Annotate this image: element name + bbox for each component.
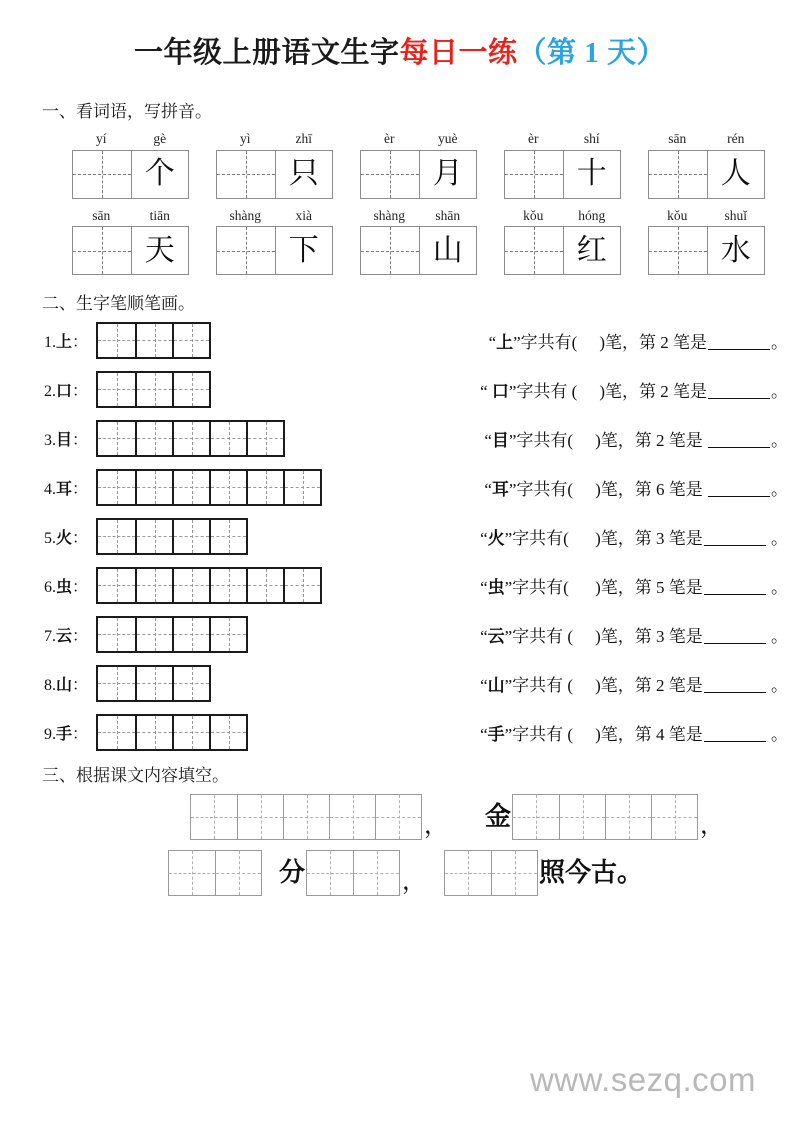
tianzige-character-cell: 十	[563, 151, 621, 198]
pinyin-syllable-2: zhī	[295, 130, 312, 146]
stroke-practice-cell[interactable]	[172, 618, 209, 651]
stroke-practice-cell[interactable]	[98, 422, 135, 455]
stroke-question-text	[480, 377, 800, 402]
pinyin-syllable-1: èr	[528, 130, 539, 146]
pinyin-row	[72, 132, 800, 199]
pinyin-labels	[72, 132, 189, 150]
stroke-practice-cell[interactable]	[98, 667, 135, 700]
fill-answer-cell[interactable]	[513, 795, 559, 839]
question-text-a: 字共有 (	[516, 381, 578, 401]
quote-open: “	[484, 430, 492, 450]
stroke-order-row	[44, 369, 800, 409]
pinyin-syllable-1: shàng	[229, 207, 261, 223]
stroke-practice-cell[interactable]	[209, 716, 246, 749]
question-text-b: )笔，第 2 笔是	[599, 332, 707, 352]
quote-close: ”	[504, 528, 513, 548]
quote-open: “	[488, 332, 497, 352]
pinyin-word-unit	[216, 132, 333, 199]
stroke-answer-blank[interactable]	[704, 643, 766, 644]
stroke-order-row	[44, 467, 800, 507]
stroke-practice-cell[interactable]	[98, 373, 135, 406]
tianzige-box[interactable]	[360, 150, 477, 199]
fill-answer-cell[interactable]	[605, 795, 651, 839]
stroke-row-label	[44, 378, 90, 401]
stroke-practice-cell[interactable]	[209, 422, 246, 455]
tianzige-empty-cell[interactable]	[361, 227, 419, 274]
tianzige-box[interactable]	[72, 150, 189, 199]
tianzige-character-cell: 红	[563, 227, 621, 274]
stroke-practice-grid[interactable]	[96, 518, 248, 555]
fill-answer-cell[interactable]	[375, 795, 421, 839]
pinyin-syllable-2: shuǐ	[724, 207, 747, 223]
stroke-practice-cell[interactable]	[172, 471, 209, 504]
site-watermark: www.sezq.com	[529, 1061, 756, 1098]
pinyin-word-unit	[216, 209, 333, 276]
stroke-row-number: 9.	[44, 725, 56, 743]
stroke-order-row	[44, 418, 800, 458]
tianzige-character-cell: 个	[131, 151, 189, 198]
stroke-answer-blank[interactable]	[704, 545, 766, 546]
question-text-a: 字共有(	[512, 577, 569, 597]
question-text-a: 字共有(	[520, 332, 578, 352]
quote-open: “	[480, 626, 488, 646]
fill-answer-cell[interactable]	[307, 851, 353, 895]
stroke-practice-cell[interactable]	[135, 324, 172, 357]
stroke-row-number: 3.	[44, 431, 56, 449]
stroke-row-number: 2.	[44, 382, 56, 400]
fill-answer-cell[interactable]	[329, 795, 375, 839]
question-text-c: 。	[766, 626, 788, 646]
stroke-row-character: 手	[56, 725, 73, 743]
fill-answer-cell[interactable]	[283, 795, 329, 839]
tianzige-empty-cell[interactable]	[361, 151, 419, 198]
stroke-practice-cell[interactable]	[98, 716, 135, 749]
pinyin-word-unit	[360, 209, 477, 276]
stroke-answer-blank[interactable]	[708, 398, 770, 399]
pinyin-syllable-1: èr	[384, 130, 395, 146]
quote-close: ”	[504, 724, 513, 744]
tianzige-box[interactable]	[72, 226, 189, 275]
fill-answer-cell[interactable]	[191, 795, 237, 839]
stroke-practice-cell[interactable]	[135, 520, 172, 553]
quote-open: “	[480, 724, 488, 744]
stroke-row-colon: ：	[72, 480, 89, 498]
stroke-row-character: 目	[56, 431, 73, 449]
stroke-practice-cell[interactable]	[172, 520, 209, 553]
stroke-question-text	[480, 573, 800, 598]
pinyin-exercise-block	[0, 122, 800, 276]
quote-open: “	[480, 528, 488, 548]
fill-answer-cell[interactable]	[237, 795, 283, 839]
quote-open: “	[480, 381, 492, 401]
quoted-character: 耳	[491, 479, 509, 499]
quoted-character: 云	[487, 626, 505, 646]
quoted-character: 手	[487, 724, 505, 744]
stroke-row-colon: ：	[72, 382, 89, 400]
fill-answer-cell[interactable]	[559, 795, 605, 839]
stroke-practice-cell[interactable]	[246, 471, 283, 504]
question-text-c: 。	[771, 332, 788, 352]
fill-punctuation: ，	[402, 869, 427, 896]
stroke-order-list	[0, 314, 800, 752]
stroke-practice-cell[interactable]	[172, 667, 209, 700]
pinyin-syllable-2: shí	[583, 130, 600, 146]
stroke-answer-blank[interactable]	[708, 496, 770, 497]
quote-close: ”	[508, 381, 517, 401]
tianzige-empty-cell[interactable]	[217, 227, 275, 274]
pinyin-labels	[648, 132, 765, 150]
question-text-a: 字共有 (	[512, 626, 574, 646]
stroke-practice-grid[interactable]	[96, 469, 322, 506]
pinyin-labels	[216, 132, 333, 150]
stroke-practice-cell[interactable]	[135, 716, 172, 749]
stroke-row-number: 6.	[44, 578, 56, 596]
stroke-question-text	[484, 426, 800, 451]
stroke-practice-cell[interactable]	[246, 422, 283, 455]
quoted-character: 口	[491, 381, 509, 401]
stroke-row-colon: ：	[72, 725, 89, 743]
question-text-b: )笔，第 2 笔是	[595, 675, 703, 695]
pinyin-labels	[360, 132, 477, 150]
question-text-b: )笔，第 3 笔是	[595, 626, 703, 646]
stroke-row-character: 耳	[56, 480, 73, 498]
tianzige-box[interactable]	[504, 150, 621, 199]
stroke-row-colon: ：	[72, 333, 89, 351]
pinyin-word-unit	[72, 209, 189, 276]
tianzige-character-cell: 水	[707, 227, 765, 274]
pinyin-labels	[504, 132, 621, 150]
stroke-row-character: 上	[56, 333, 73, 351]
stroke-practice-grid[interactable]	[96, 420, 285, 457]
quote-close: ”	[504, 675, 513, 695]
stroke-practice-cell[interactable]	[98, 569, 135, 602]
pinyin-syllable-1: shàng	[373, 207, 405, 223]
quoted-character: 火	[487, 528, 505, 548]
question-text-c: 。	[771, 381, 788, 401]
question-text-c: 。	[771, 479, 788, 499]
quote-close: ”	[504, 626, 513, 646]
stroke-practice-cell[interactable]	[98, 471, 135, 504]
pinyin-word-unit	[648, 209, 765, 276]
tianzige-box[interactable]	[648, 226, 765, 275]
stroke-row-number: 8.	[44, 676, 56, 694]
pinyin-labels	[648, 209, 765, 227]
stroke-row-colon: ：	[72, 529, 89, 547]
stroke-answer-blank[interactable]	[704, 594, 766, 595]
section-one-heading: 一、看词语，写拼音。	[42, 101, 212, 121]
quote-close: ”	[508, 479, 517, 499]
quote-close: ”	[504, 577, 513, 597]
quoted-character: 虫	[487, 577, 505, 597]
pinyin-row	[72, 209, 800, 276]
pinyin-labels	[360, 209, 477, 227]
stroke-practice-cell[interactable]	[135, 569, 172, 602]
stroke-row-label	[44, 574, 90, 597]
quoted-character: 目	[491, 430, 509, 450]
question-text-a: 字共有(	[516, 479, 574, 499]
question-text-c: 。	[771, 430, 788, 450]
question-text-c: 。	[766, 675, 788, 695]
stroke-row-label	[44, 329, 90, 352]
pinyin-syllable-1: sān	[668, 130, 687, 146]
question-text-a: 字共有 (	[512, 724, 574, 744]
stroke-question-text	[480, 524, 800, 549]
tianzige-empty-cell[interactable]	[217, 151, 275, 198]
stroke-practice-grid[interactable]	[96, 371, 211, 408]
stroke-order-row	[44, 614, 800, 654]
pinyin-syllable-2: yuè	[438, 130, 458, 146]
quote-close: ”	[513, 332, 521, 352]
stroke-practice-cell[interactable]	[172, 569, 209, 602]
tianzige-box[interactable]	[216, 226, 333, 275]
stroke-practice-cell[interactable]	[172, 324, 209, 357]
stroke-practice-cell[interactable]	[246, 569, 283, 602]
stroke-row-number: 1.	[44, 333, 56, 351]
pinyin-syllable-2: xià	[295, 207, 312, 223]
stroke-question-text	[480, 720, 800, 745]
question-text-a: 字共有(	[512, 528, 569, 548]
fill-in-block	[0, 786, 800, 896]
pinyin-syllable-2: tiān	[149, 207, 170, 223]
tianzige-empty-cell[interactable]	[73, 151, 131, 198]
stroke-practice-cell[interactable]	[283, 471, 320, 504]
pinyin-labels	[72, 209, 189, 227]
pinyin-syllable-2: hóng	[578, 207, 606, 223]
pinyin-syllable-1: sān	[92, 207, 111, 223]
pinyin-syllable-1: kǒu	[667, 207, 688, 223]
quote-open: “	[484, 479, 492, 499]
quote-open: “	[480, 577, 488, 597]
question-text-b: )笔，第 2 笔是	[599, 381, 707, 401]
question-text-b: )笔，第 6 笔是	[595, 479, 707, 499]
stroke-practice-grid[interactable]	[96, 665, 211, 702]
stroke-practice-cell[interactable]	[172, 716, 209, 749]
fill-answer-cell[interactable]	[215, 851, 261, 895]
stroke-practice-grid[interactable]	[96, 322, 211, 359]
stroke-practice-cell[interactable]	[209, 471, 246, 504]
stroke-row-number: 4.	[44, 480, 56, 498]
title-segment-blue: （第 1 天）	[517, 37, 667, 69]
tianzige-empty-cell[interactable]	[505, 227, 563, 274]
question-text-a: 字共有(	[516, 430, 574, 450]
tianzige-box[interactable]	[648, 150, 765, 199]
stroke-practice-cell[interactable]	[98, 520, 135, 553]
stroke-practice-cell[interactable]	[172, 373, 209, 406]
stroke-row-label	[44, 476, 90, 499]
pinyin-word-unit	[648, 132, 765, 199]
stroke-question-text	[480, 671, 800, 696]
pinyin-syllable-1: yì	[239, 130, 251, 146]
fill-answer-cell[interactable]	[491, 851, 537, 895]
pinyin-syllable-2: shān	[435, 207, 461, 223]
stroke-question-text	[489, 328, 800, 353]
stroke-practice-cell[interactable]	[209, 520, 246, 553]
fill-answer-cell[interactable]	[353, 851, 399, 895]
pinyin-word-unit	[360, 132, 477, 199]
pinyin-syllable-1: kǒu	[523, 207, 544, 223]
fill-boxes-group[interactable]	[306, 850, 400, 896]
stroke-row-character: 火	[56, 529, 73, 547]
stroke-practice-cell[interactable]	[172, 422, 209, 455]
title-segment-red: 每日一练	[399, 37, 518, 69]
tianzige-character-cell: 月	[419, 151, 477, 198]
pinyin-syllable-2: gè	[153, 130, 167, 146]
quote-close: ”	[508, 430, 517, 450]
fill-given-character: 金	[485, 802, 512, 832]
question-text-b: )笔，第 4 笔是	[595, 724, 703, 744]
tianzige-character-cell: 只	[275, 151, 333, 198]
stroke-row-colon: ：	[72, 578, 89, 596]
pinyin-labels	[504, 209, 621, 227]
quote-open: “	[480, 675, 488, 695]
stroke-row-label	[44, 672, 90, 695]
question-text-c: 。	[766, 724, 788, 744]
pinyin-syllable-1: yí	[95, 130, 107, 146]
question-text-b: )笔，第 5 笔是	[590, 577, 703, 597]
fill-tail-text: 照今古。	[539, 858, 644, 888]
tianzige-character-cell: 下	[275, 227, 333, 274]
quoted-character: 上	[496, 332, 514, 352]
question-text-c: 。	[766, 577, 788, 597]
tianzige-empty-cell[interactable]	[649, 227, 707, 274]
stroke-row-number: 7.	[44, 627, 56, 645]
stroke-practice-cell[interactable]	[98, 618, 135, 651]
stroke-answer-blank[interactable]	[708, 349, 770, 350]
stroke-practice-cell[interactable]	[98, 324, 135, 357]
tianzige-box[interactable]	[504, 226, 621, 275]
stroke-row-character: 山	[56, 676, 73, 694]
section-two-heading: 二、生字笔顺笔画。	[42, 294, 195, 314]
question-text-c: 。	[766, 528, 788, 548]
stroke-row-character: 虫	[56, 578, 73, 596]
stroke-row-label	[44, 427, 90, 450]
pinyin-word-unit	[72, 132, 189, 199]
tianzige-character-cell: 山	[419, 227, 477, 274]
question-text-b: )笔，第 3 笔是	[590, 528, 703, 548]
stroke-practice-grid[interactable]	[96, 714, 248, 751]
stroke-row-colon: ：	[72, 676, 89, 694]
stroke-row-colon: ：	[72, 431, 89, 449]
page-title	[0, 0, 800, 71]
stroke-order-row	[44, 565, 800, 605]
fill-given-character: 分	[279, 858, 306, 888]
stroke-practice-cell[interactable]	[283, 569, 320, 602]
stroke-practice-cell[interactable]	[135, 667, 172, 700]
pinyin-word-unit	[504, 209, 621, 276]
stroke-answer-blank[interactable]	[704, 741, 766, 742]
tianzige-box[interactable]	[360, 226, 477, 275]
stroke-row-label	[44, 721, 90, 744]
stroke-question-text	[484, 475, 800, 500]
fill-boxes-group[interactable]	[444, 850, 538, 896]
fill-boxes-group[interactable]	[512, 794, 698, 840]
fill-answer-cell[interactable]	[445, 851, 491, 895]
stroke-practice-cell[interactable]	[135, 471, 172, 504]
question-text-a: 字共有 (	[512, 675, 574, 695]
fill-in-line-1	[0, 794, 800, 840]
fill-answer-cell[interactable]	[169, 851, 215, 895]
stroke-answer-blank[interactable]	[708, 447, 770, 448]
stroke-row-label	[44, 623, 90, 646]
stroke-row-character: 口	[56, 382, 73, 400]
stroke-practice-cell[interactable]	[209, 618, 246, 651]
pinyin-syllable-2: rén	[727, 130, 745, 146]
fill-punctuation: ，	[700, 813, 725, 840]
tianzige-box[interactable]	[216, 150, 333, 199]
tianzige-empty-cell[interactable]	[649, 151, 707, 198]
quoted-character: 山	[487, 675, 505, 695]
stroke-order-row	[44, 320, 800, 360]
tianzige-character-cell: 人	[707, 151, 765, 198]
title-segment-black: 一年级上册语文生字	[133, 37, 400, 69]
pinyin-word-unit	[504, 132, 621, 199]
fill-in-line-2	[0, 850, 800, 896]
stroke-question-text	[480, 622, 800, 647]
fill-punctuation: ，	[424, 813, 448, 840]
tianzige-character-cell: 天	[131, 227, 189, 274]
stroke-row-label	[44, 525, 90, 548]
fill-answer-cell[interactable]	[651, 795, 697, 839]
section-three-heading: 三、根据课文内容填空。	[42, 766, 229, 786]
stroke-row-number: 5.	[44, 529, 56, 547]
pinyin-labels	[216, 209, 333, 227]
stroke-practice-cell[interactable]	[135, 618, 172, 651]
stroke-row-character: 云	[56, 627, 73, 645]
stroke-practice-cell[interactable]	[135, 422, 172, 455]
question-text-b: )笔，第 2 笔是	[595, 430, 707, 450]
tianzige-empty-cell[interactable]	[505, 151, 563, 198]
stroke-order-row	[44, 663, 800, 703]
stroke-order-row	[44, 712, 800, 752]
stroke-practice-cell[interactable]	[135, 373, 172, 406]
stroke-practice-grid[interactable]	[96, 567, 322, 604]
stroke-answer-blank[interactable]	[704, 692, 766, 693]
tianzige-empty-cell[interactable]	[73, 227, 131, 274]
fill-boxes-group[interactable]	[190, 794, 422, 840]
stroke-order-row	[44, 516, 800, 556]
stroke-row-colon: ：	[72, 627, 89, 645]
stroke-practice-cell[interactable]	[209, 569, 246, 602]
fill-boxes-group[interactable]	[168, 850, 262, 896]
stroke-practice-grid[interactable]	[96, 616, 248, 653]
